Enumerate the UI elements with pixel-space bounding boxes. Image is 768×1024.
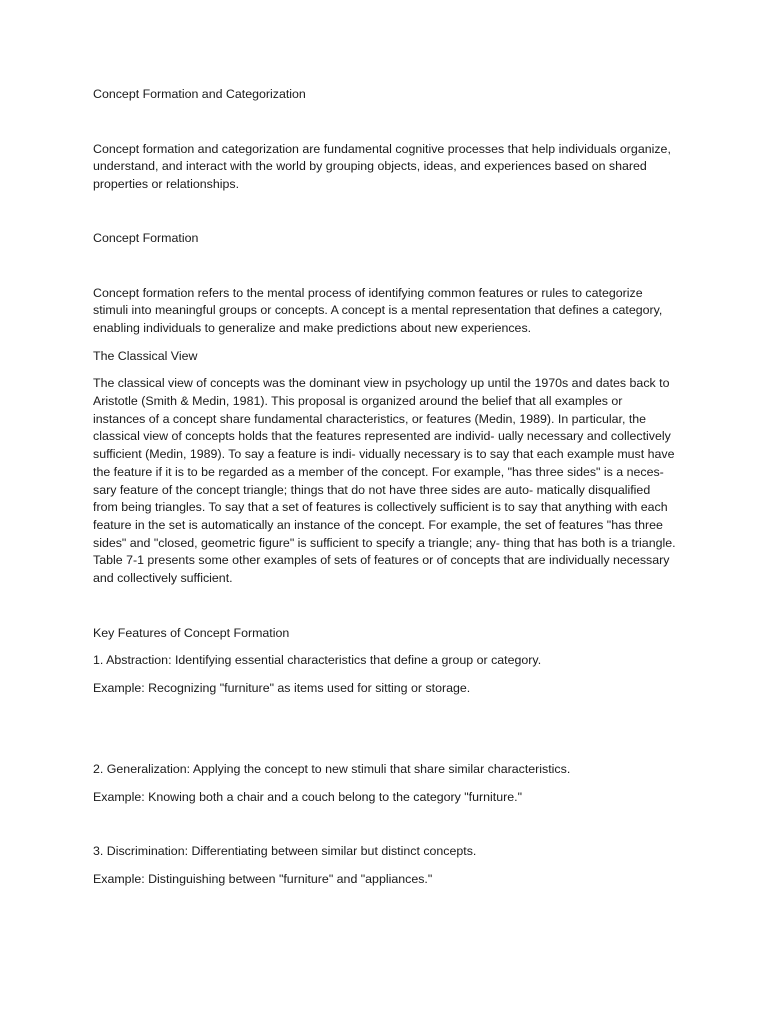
document-title: Concept Formation and Categorization [93,87,306,101]
document-body [93,86,678,889]
classical-view-paragraph: The classical view of concepts was the dominant view in psychology up until the 1970s and dates back to Aristotle (Smith & Medin, 1981). This proposal is organized around the belief that all examples or instances of a concept share fundamental characteristics, or features (Medin, 1989). In particular, the classical view of concepts holds that the features represented are individ- ually necessary and collectively sufficient (Medin, 1989). To say a feature is indi- vidually necessary is to say that each example must have the feature if it is to be regarded as a member of the concept. For example, "has three sides" is a neces- sary feature of the concept triangle; things that do not have three sides are auto- matically disqualified from being triangles. To say that a set of features is collectively sufficient is to say that anything with each feature in the set is automatically an instance of the concept. For example, the set of features "has three sides" and "closed, geometric figure" is sufficient to specify a triangle; any- thing that has both is a triangle. Table 7-1 presents some other examples of sets of features or of concepts that are individually necessary and collectively sufficient. [93,376,676,586]
feature-item-abstraction: 1. Abstraction: Identifying essential characteristics that define a group or category. [93,653,542,668]
concept-formation-paragraph: Concept formation refers to the mental process of identifying common features or rules to categorize stimuli into meaningful groups or concepts. A concept is a mental representation that defines a category, enabling individuals to generalize and make predictions about new experiences. [93,285,663,335]
feature-item-generalization: 2. Generalization: Applying the concept to new stimuli that share similar characteristics. [93,761,571,776]
feature-example-generalization: Example: Knowing both a chair and a couch belong to the category "furniture." [93,789,522,804]
heading-concept-formation: Concept Formation [93,230,199,245]
feature-example-abstraction: Example: Recognizing "furniture" as items used for sitting or storage. [93,681,471,696]
feature-item-discrimination: 3. Discrimination: Differentiating between similar but distinct concepts. [93,844,477,859]
heading-classical-view: The Classical View [93,348,198,363]
feature-example-discrimination: Example: Distinguishing between "furniture" and "appliances." [93,871,433,886]
heading-key-features: Key Features of Concept Formation [93,625,290,640]
intro-paragraph: Concept formation and categorization are fundamental cognitive processes that help individuals organize, understand, and interact with the world by grouping objects, ideas, and experiences based on shared properties or relationships. [93,141,671,192]
